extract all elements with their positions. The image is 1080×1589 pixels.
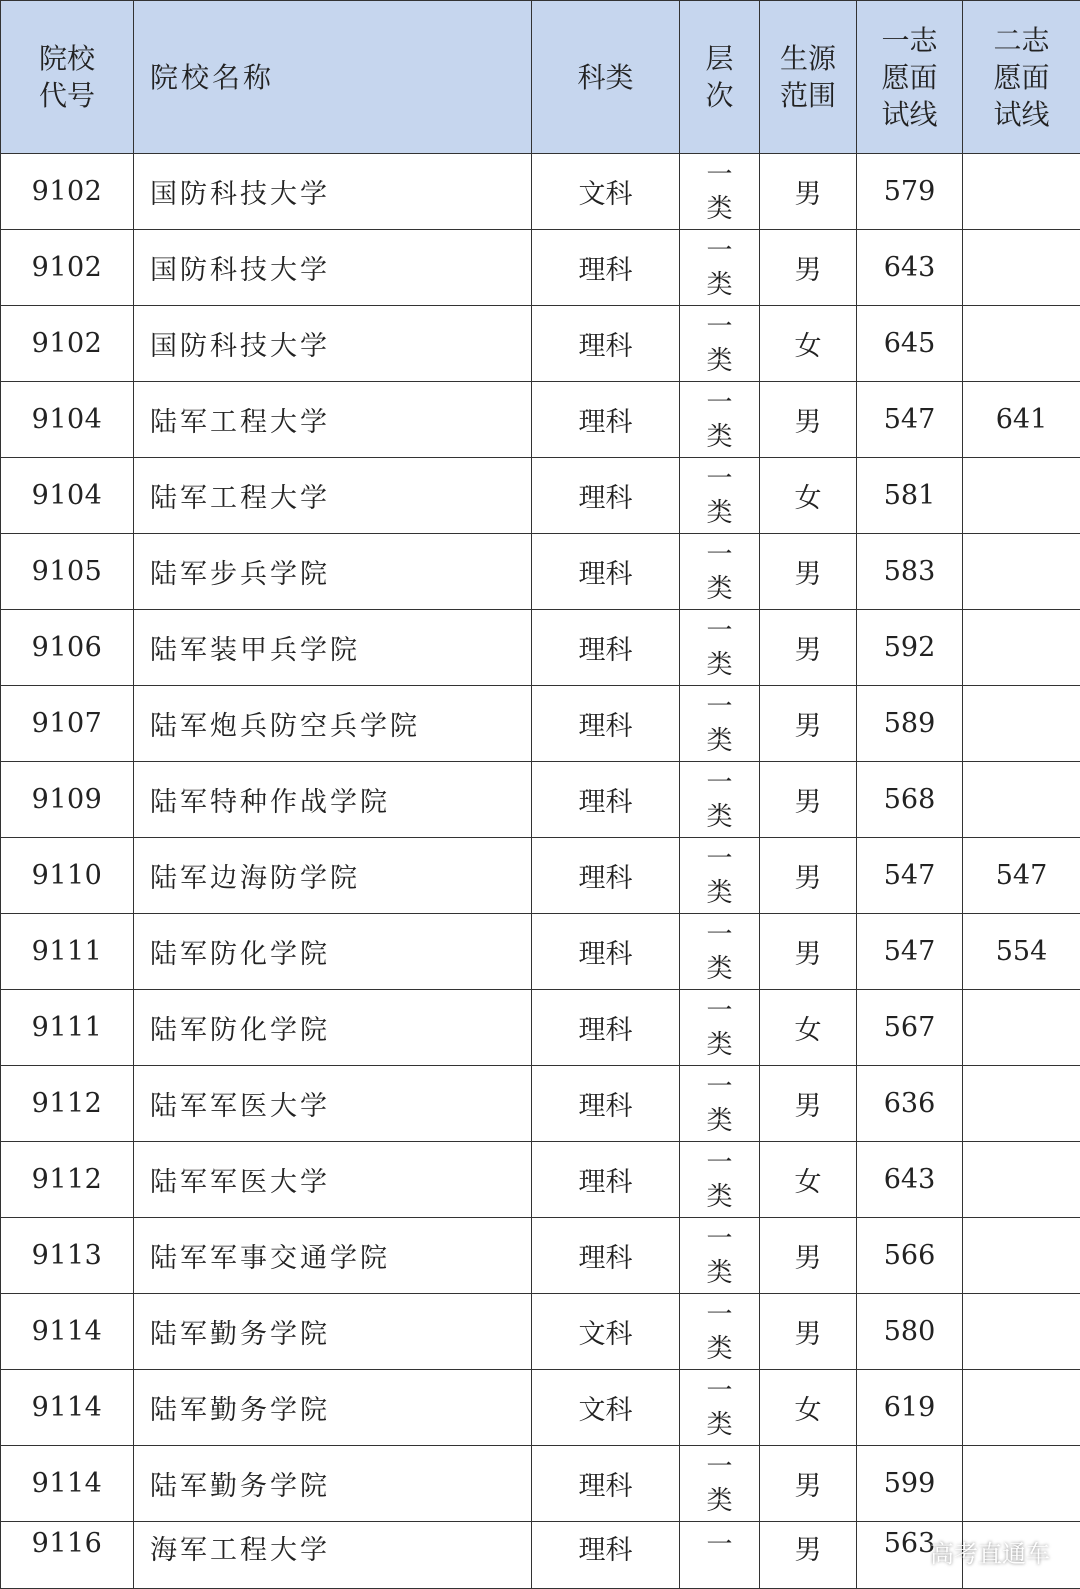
- school-name-cell: 陆军装甲兵学院: [134, 610, 532, 686]
- table-row: [1, 306, 1080, 382]
- category-cell: 理科: [532, 1446, 680, 1522]
- school-name-cell: 陆军勤务学院: [134, 1446, 532, 1522]
- code-cell: 9102: [1, 306, 134, 382]
- second-line-cell: [963, 762, 1080, 838]
- code-cell: 9114: [1, 1446, 134, 1522]
- level-cell: 一类: [680, 230, 760, 306]
- table-row: [1, 1218, 1080, 1294]
- code-cell: 9102: [1, 230, 134, 306]
- second-line-cell: [963, 1370, 1080, 1446]
- source-cell: 男: [760, 762, 857, 838]
- level-cell: 一类: [680, 1142, 760, 1218]
- level-cell: 一类: [680, 914, 760, 990]
- table-row: [1, 1142, 1080, 1218]
- second-line-cell: [963, 610, 1080, 686]
- first-line-cell: 599: [857, 1446, 963, 1522]
- table-row: [1, 382, 1080, 458]
- header-code: 院校代号: [1, 1, 134, 154]
- source-cell: 男: [760, 914, 857, 990]
- source-cell: 男: [760, 382, 857, 458]
- school-name-cell: 陆军勤务学院: [134, 1370, 532, 1446]
- first-line-cell: 643: [857, 1142, 963, 1218]
- source-cell: 男: [760, 1446, 857, 1522]
- level-cell: 一类: [680, 458, 760, 534]
- school-name-cell: 陆军工程大学: [134, 458, 532, 534]
- source-cell: 男: [760, 1218, 857, 1294]
- school-name-cell: 国防科技大学: [134, 306, 532, 382]
- header-second-line: 二志愿面试线: [963, 1, 1080, 154]
- table-row: [1, 458, 1080, 534]
- school-name-cell: 陆军防化学院: [134, 990, 532, 1066]
- first-line-cell: 589: [857, 686, 963, 762]
- source-cell: 男: [760, 154, 857, 230]
- first-line-cell: 568: [857, 762, 963, 838]
- code-cell: 9111: [1, 914, 134, 990]
- table-row: [1, 1446, 1080, 1522]
- category-cell: 理科: [532, 534, 680, 610]
- source-cell: 男: [760, 1294, 857, 1370]
- category-cell: 理科: [532, 458, 680, 534]
- code-cell: 9112: [1, 1142, 134, 1218]
- level-cell: 一类: [680, 762, 760, 838]
- category-cell: 理科: [532, 686, 680, 762]
- second-line-cell: [963, 1446, 1080, 1522]
- table-row: [1, 686, 1080, 762]
- source-cell: 男: [760, 1522, 857, 1589]
- code-cell: 9112: [1, 1066, 134, 1142]
- second-line-cell: [963, 1218, 1080, 1294]
- first-line-cell: 636: [857, 1066, 963, 1142]
- code-cell: 9104: [1, 458, 134, 534]
- category-cell: 理科: [532, 610, 680, 686]
- first-line-cell: 566: [857, 1218, 963, 1294]
- code-cell: 9110: [1, 838, 134, 914]
- level-cell: 一类: [680, 610, 760, 686]
- code-cell: 9111: [1, 990, 134, 1066]
- category-cell: 理科: [532, 1522, 680, 1589]
- header-first-line: 一志愿面试线: [857, 1, 963, 154]
- table-row: [1, 1370, 1080, 1446]
- first-line-cell: 547: [857, 838, 963, 914]
- header-level: 层次: [680, 1, 760, 154]
- level-cell: 一类: [680, 306, 760, 382]
- source-cell: 男: [760, 534, 857, 610]
- source-cell: 男: [760, 230, 857, 306]
- level-cell: 一类: [680, 534, 760, 610]
- source-cell: 女: [760, 458, 857, 534]
- second-line-cell: 641: [963, 382, 1080, 458]
- second-line-cell: [963, 534, 1080, 610]
- table-row: [1, 838, 1080, 914]
- first-line-cell: 645: [857, 306, 963, 382]
- school-name-cell: 陆军特种作战学院: [134, 762, 532, 838]
- table-row: [1, 230, 1080, 306]
- first-line-cell: 547: [857, 914, 963, 990]
- category-cell: 理科: [532, 306, 680, 382]
- level-cell: 一: [680, 1522, 760, 1589]
- category-cell: 理科: [532, 1142, 680, 1218]
- level-cell: 一类: [680, 1218, 760, 1294]
- category-cell: 理科: [532, 838, 680, 914]
- source-cell: 女: [760, 1142, 857, 1218]
- table-row: [1, 610, 1080, 686]
- first-line-cell: 563: [857, 1522, 963, 1589]
- level-cell: 一类: [680, 686, 760, 762]
- second-line-cell: [963, 230, 1080, 306]
- code-cell: 9113: [1, 1218, 134, 1294]
- school-name-cell: 陆军军医大学: [134, 1142, 532, 1218]
- first-line-cell: 567: [857, 990, 963, 1066]
- table-row: [1, 154, 1080, 230]
- second-line-cell: [963, 306, 1080, 382]
- header-name: 院校名称: [134, 1, 532, 154]
- category-cell: 理科: [532, 1066, 680, 1142]
- second-line-cell: [963, 1066, 1080, 1142]
- table-row: [1, 1066, 1080, 1142]
- source-cell: 男: [760, 1066, 857, 1142]
- level-cell: 一类: [680, 990, 760, 1066]
- code-cell: 9109: [1, 762, 134, 838]
- code-cell: 9106: [1, 610, 134, 686]
- level-cell: 一类: [680, 1066, 760, 1142]
- source-cell: 男: [760, 686, 857, 762]
- second-line-cell: [963, 686, 1080, 762]
- category-cell: 文科: [532, 154, 680, 230]
- table-row: [1, 762, 1080, 838]
- second-line-cell: [963, 1142, 1080, 1218]
- school-name-cell: 陆军工程大学: [134, 382, 532, 458]
- header-category: 科类: [532, 1, 680, 154]
- second-line-cell: 554: [963, 914, 1080, 990]
- table-row: [1, 990, 1080, 1066]
- watermark: 高考直通车: [930, 1534, 1050, 1569]
- code-cell: 9116: [1, 1522, 134, 1589]
- code-cell: 9107: [1, 686, 134, 762]
- school-name-cell: 陆军军事交通学院: [134, 1218, 532, 1294]
- level-cell: 一类: [680, 154, 760, 230]
- second-line-cell: [963, 154, 1080, 230]
- table-row: [1, 914, 1080, 990]
- first-line-cell: 581: [857, 458, 963, 534]
- category-cell: 理科: [532, 762, 680, 838]
- source-cell: 男: [760, 838, 857, 914]
- category-cell: 文科: [532, 1370, 680, 1446]
- school-name-cell: 陆军炮兵防空兵学院: [134, 686, 532, 762]
- second-line-cell: [963, 990, 1080, 1066]
- second-line-cell: [963, 1294, 1080, 1370]
- first-line-cell: 583: [857, 534, 963, 610]
- code-cell: 9102: [1, 154, 134, 230]
- category-cell: 理科: [532, 230, 680, 306]
- source-cell: 男: [760, 610, 857, 686]
- first-line-cell: 592: [857, 610, 963, 686]
- table-row: [1, 1294, 1080, 1370]
- level-cell: 一类: [680, 382, 760, 458]
- school-name-cell: 海军工程大学: [134, 1522, 532, 1589]
- school-name-cell: 陆军勤务学院: [134, 1294, 532, 1370]
- code-cell: 9104: [1, 382, 134, 458]
- second-line-cell: 547: [963, 838, 1080, 914]
- first-line-cell: 619: [857, 1370, 963, 1446]
- source-cell: 女: [760, 306, 857, 382]
- first-line-cell: 547: [857, 382, 963, 458]
- table-row: [1, 534, 1080, 610]
- second-line-cell: [963, 458, 1080, 534]
- category-cell: 理科: [532, 1218, 680, 1294]
- code-cell: 9105: [1, 534, 134, 610]
- table-row: [1, 1522, 1080, 1589]
- first-line-cell: 580: [857, 1294, 963, 1370]
- category-cell: 文科: [532, 1294, 680, 1370]
- level-cell: 一类: [680, 1446, 760, 1522]
- code-cell: 9114: [1, 1370, 134, 1446]
- category-cell: 理科: [532, 914, 680, 990]
- first-line-cell: 643: [857, 230, 963, 306]
- first-line-cell: 579: [857, 154, 963, 230]
- source-cell: 女: [760, 990, 857, 1066]
- header-row: [1, 1, 1080, 154]
- source-cell: 女: [760, 1370, 857, 1446]
- school-name-cell: 陆军防化学院: [134, 914, 532, 990]
- school-name-cell: 陆军军医大学: [134, 1066, 532, 1142]
- header-source: 生源范围: [760, 1, 857, 154]
- school-name-cell: 陆军步兵学院: [134, 534, 532, 610]
- school-name-cell: 陆军边海防学院: [134, 838, 532, 914]
- school-name-cell: 国防科技大学: [134, 154, 532, 230]
- category-cell: 理科: [532, 990, 680, 1066]
- level-cell: 一类: [680, 1370, 760, 1446]
- level-cell: 一类: [680, 838, 760, 914]
- school-name-cell: 国防科技大学: [134, 230, 532, 306]
- code-cell: 9114: [1, 1294, 134, 1370]
- level-cell: 一类: [680, 1294, 760, 1370]
- category-cell: 理科: [532, 382, 680, 458]
